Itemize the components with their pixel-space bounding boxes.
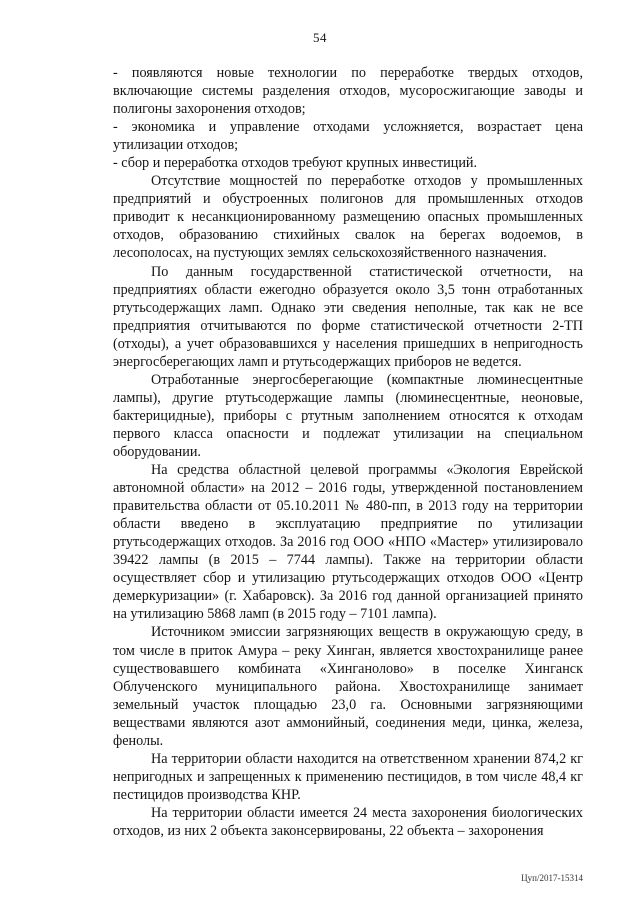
paragraph-capacity-shortage: Отсутствие мощностей по переработке отходов у промышленных предприятий и обустроенных полигонов для промышленных отходов приводит к несанкционированному размещению опасных промышленных отходов, образованию стихийных свалок на берегах водоемов, в лесополосах, на пустующих землях сельскохозяйственного назначения. [113, 173, 583, 262]
paragraph-bullet-technologies: - появляются новые технологии по переработке твердых отходов, включающие системы разделения отходов, мусоросжигающие заводы и полигоны захоронения отходов; [113, 65, 583, 118]
paragraph-mercury-lamps-statistics: По данным государственной статистической отчетности, на предприятиях области ежегодно образуется около 3,5 тонн отработанных ртутьсодержащих ламп. Однако эти сведения неполные, так как не все предприятия отчитываются по форме статистической отчетности 2-ТП (отходы), а учет образовавшихся у населения пришедших в непригодность энергосберегающих ламп и ртутьсодержащих приборов не ведется. [113, 263, 583, 370]
paragraph-regional-program: На средства областной целевой программы «Экология Еврейской автономной области» на 2012 – 2016 годы, утвержденной постановлением правительства области от 05.10.2011 № 480-пп, в 2013 году на территории области введено в эксплуатацию предприятие по утилизации ртутьсодержащих отходов. За 2016 год ООО «НПО «Мастер» утилизировало 39422 лампы (в 2015 – 7744 лампы). Также на территории области осуществляет сбор и утилизацию ртутьсодержащих отходов ООО «Центр демеркуризации» (г. Хабаровск). За 2016 год данной организацией принято на утилизацию 5868 ламп (в 2015 году – 7101 лампа). [113, 462, 583, 623]
paragraph-tailings-pollution: Источником эмиссии загрязняющих веществ в окружающую среду, в том числе в приток Амура – реку Хинган, является хвостохранилище ранее существовавшего комбината «Хинганолово» в поселке Хинганск Облученского муниципального района. Хвостохранилище занимает земельный участок площадью 23,0 га. Основными загрязняющими веществами являются азот аммонийный, соединения меди, цинка, железа, фенолы. [113, 624, 583, 749]
paragraph-pesticides: На территории области находится на ответственном хранении 874,2 кг непригодных и запрещенных к применению пестицидов, в том числе 48,4 кг пестицидов производства КНР. [113, 750, 583, 803]
paragraph-hazard-class: Отработанные энергосберегающие (компактные люминесцентные лампы), другие ртутьсодержащие лампы (люминесцентные, неоновые, бактерицидные), приборы с ртутным заполнением относятся к отходам первого класса опасности и подлежат утилизации на специальном оборудовании. [113, 371, 583, 460]
body-text [113, 64, 583, 840]
page-number: 54 [313, 30, 327, 45]
paragraph-bullet-investments: - сбор и переработка отходов требуют крупных инвестиций. [113, 155, 478, 172]
paragraph-biological-waste: На территории области имеется 24 места захоронения биологических отходов, из них 2 объекта законсервированы, 22 объекта – захоронения [113, 804, 583, 839]
document-registration-code: Цуп/2017-15314 [521, 873, 583, 883]
paragraph-bullet-economics: - экономика и управление отходами усложняется, возрастает цена утилизации отходов; [113, 119, 583, 154]
